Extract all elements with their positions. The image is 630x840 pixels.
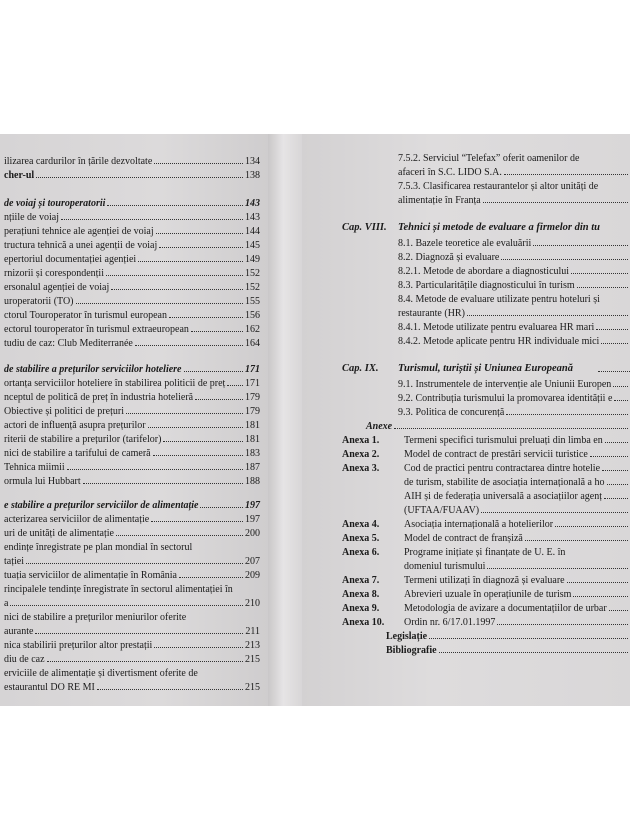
toc-entry-right (398, 379, 630, 391)
dot-leader (200, 507, 243, 508)
dot-leader (577, 287, 628, 288)
toc-entry-right (404, 505, 630, 517)
toc-entry-left (4, 240, 260, 252)
toc-entry-left (4, 626, 260, 638)
toc-page-number: 162 (245, 324, 260, 335)
dot-leader (555, 526, 628, 527)
toc-entry-title: endințe înregistrate pe plan mondial în sectorul (4, 542, 193, 553)
dot-leader (191, 331, 243, 332)
dot-leader (47, 661, 243, 662)
dot-leader (614, 400, 628, 401)
annex-title: Abrevieri uzuale în operațiunile de turism (404, 589, 572, 600)
toc-chapter-right (302, 222, 630, 234)
toc-entry-left (4, 378, 260, 390)
annex-title: Metodologia de avizare a documentațiilor de urbar (404, 603, 607, 614)
dot-leader (596, 329, 628, 330)
dot-leader (106, 275, 243, 276)
toc-entry-title: 8.2.1. Metode de abordare a diagnosticului (398, 266, 570, 277)
toc-entry-title: Obiective și politici de prețuri (4, 406, 124, 417)
toc-annex-entry (302, 463, 630, 475)
toc-entry-title: nica stabilirii prețurilor altor prestații (4, 640, 153, 651)
dot-leader (598, 371, 630, 372)
toc-page-number: 211 (245, 626, 260, 637)
dot-leader (533, 245, 628, 246)
toc-entry-title: aurante (4, 626, 34, 637)
toc-entry-title: erviciile de alimentație și divertisment oferite de (4, 668, 198, 679)
annex-title: Model de contract de franșiză (404, 533, 523, 544)
dot-leader (179, 577, 243, 578)
toc-entry-right (404, 561, 630, 573)
toc-entry-title: 8.4. Metode de evaluare utilizate pentru hoteluri și (398, 294, 600, 305)
toc-entry-left (4, 434, 260, 446)
toc-annex-entry (302, 449, 630, 461)
toc-entry-title: de voiaj și touroperatorii (4, 198, 106, 209)
toc-page-number: 210 (245, 598, 260, 609)
dot-leader (525, 540, 628, 541)
toc-entry-title: tudiu de caz: Club Mediterranée (4, 338, 133, 349)
toc-page-number: 152 (245, 268, 260, 279)
toc-entry-title: acterizarea serviciilor de alimentație (4, 514, 150, 525)
chapter-label: Cap. VIII. (342, 222, 387, 233)
toc-entry-right (398, 252, 630, 264)
toc-entry-left (4, 296, 260, 308)
toc-page-number: 207 (245, 556, 260, 567)
dot-leader (76, 303, 243, 304)
annex-label: Anexa 4. (342, 519, 380, 530)
dot-leader (10, 605, 243, 606)
toc-entry-right (398, 393, 630, 405)
toc-entry-left (4, 570, 260, 582)
dot-leader (116, 535, 243, 536)
toc-entry-title: 9.1. Instrumentele de intervenție ale Uniunii Europen (398, 379, 612, 390)
toc-entry-left (4, 448, 260, 460)
toc-entry-title: afaceri în S.C. LIDO S.A. (398, 167, 502, 178)
dot-leader (573, 596, 628, 597)
toc-chapter-left (4, 198, 260, 210)
toc-page-number: 215 (245, 682, 260, 693)
toc-entry-right (366, 421, 630, 433)
dot-leader (504, 174, 628, 175)
toc-annex-entry (302, 435, 630, 447)
toc-entry-right (398, 238, 630, 250)
annex-label: Anexa 8. (342, 589, 380, 600)
toc-entry-title: tației (4, 556, 24, 567)
toc-entry-title: epertoriul documentației agenției (4, 254, 137, 265)
toc-entry-right (398, 308, 630, 320)
toc-entry-right (404, 477, 630, 489)
toc-annex-entry (302, 603, 630, 615)
toc-entry-left (4, 226, 260, 238)
toc-entry-title: 8.4.2. Metode aplicate pentru HR individuale mici (398, 336, 600, 347)
dot-leader (429, 638, 628, 639)
dot-leader (501, 259, 628, 260)
annex-title: Programe inițiate și finanțate de U. E. în (404, 547, 566, 558)
annex-title: Model de contract de prestări servicii turistice (404, 449, 588, 460)
annex-title: Asociația internațională a hotelierilor (404, 519, 554, 530)
toc-entry-title: uri de unități de alimentație (4, 528, 114, 539)
dot-leader (227, 385, 243, 386)
toc-entry-left (4, 212, 260, 224)
toc-entry-right (398, 266, 630, 278)
toc-page-number: 138 (245, 170, 260, 181)
dot-leader (467, 315, 628, 316)
toc-page-number: 213 (245, 640, 260, 651)
toc-entry-left (4, 556, 260, 568)
toc-entry-left (4, 640, 260, 652)
dot-leader (163, 441, 243, 442)
toc-entry-left (4, 612, 260, 624)
toc-page-number: 143 (245, 198, 260, 209)
dot-leader (602, 470, 628, 471)
toc-entry-title: tuația serviciilor de alimentație în România (4, 570, 177, 581)
toc-page-number: 215 (245, 654, 260, 665)
toc-page-number: 152 (245, 282, 260, 293)
annex-label: Anexa 5. (342, 533, 380, 544)
dot-leader (487, 568, 628, 569)
toc-entry-title: 7.5.2. Serviciul “Telefax” oferit oamenilor de (398, 153, 580, 164)
toc-entry-left (4, 406, 260, 418)
dot-leader (394, 428, 628, 429)
toc-entry-title: Bibliografie (386, 645, 437, 656)
toc-entry-title: Anexe (366, 421, 393, 432)
toc-entry-title: actori de influență asupra prețurilor (4, 420, 146, 431)
annex-label: Anexa 2. (342, 449, 380, 460)
toc-entry-left (4, 282, 260, 294)
dot-leader (156, 233, 243, 234)
toc-entry-title: tructura tehnică a unei agenții de voiaj (4, 240, 158, 251)
toc-entry-title: Legislație (386, 631, 428, 642)
annex-label: Anexa 9. (342, 603, 380, 614)
toc-entry-title: e stabilire a prețurilor serviciilor de alimentație (4, 500, 199, 511)
dot-leader (135, 345, 243, 346)
toc-entry-left (4, 668, 260, 680)
toc-entry-title: de turism, stabilite de asociația internațională a ho (404, 477, 605, 488)
toc-entry-title: (UFTAA/FUAAV) (404, 505, 480, 516)
toc-entry-title: 8.4.1. Metode utilizate pentru evaluarea HR mari (398, 322, 595, 333)
toc-entry-title: 9.2. Contribuția turismului la promovarea identității e (398, 393, 613, 404)
toc-entry-title: perațiuni tehnice ale agenției de voiaj (4, 226, 154, 237)
toc-entry-right (398, 167, 630, 179)
toc-entry-title: nceptul de politică de preț în industria hotelieră (4, 392, 194, 403)
dot-leader (506, 414, 628, 415)
toc-entry-title: restaurante (HR) (398, 308, 465, 319)
toc-page-number: 197 (245, 500, 260, 511)
toc-page-number: 187 (245, 462, 260, 473)
book-gutter (268, 134, 302, 706)
toc-entry-title: ormula lui Hubbart (4, 476, 81, 487)
dot-leader (159, 247, 243, 248)
toc-chapter-right (302, 363, 630, 375)
toc-chapter-left (4, 364, 260, 376)
toc-entry-left (4, 476, 260, 488)
toc-entry-right (398, 195, 630, 207)
toc-entry-title: Tehnica miimii (4, 462, 65, 473)
dot-leader (67, 469, 243, 470)
toc-entry-title: a (4, 598, 9, 609)
toc-entry-title: 8.1. Bazele teoretice ale evaluării (398, 238, 532, 249)
toc-entry-right (398, 181, 630, 193)
toc-entry-title: de stabilire a prețurilor serviciilor hoteliere (4, 364, 182, 375)
toc-page-number: 197 (245, 514, 260, 525)
toc-entry-title: ilizarea cardurilor în țările dezvoltate (4, 156, 153, 167)
dot-leader (126, 413, 243, 414)
toc-entry-title: uroperatorii (TO) (4, 296, 74, 307)
toc-entry-title: 8.3. Particularitățile diagnosticului în turism (398, 280, 575, 291)
toc-page-number: 155 (245, 296, 260, 307)
annex-label: Anexa 1. (342, 435, 380, 446)
dot-leader (590, 456, 628, 457)
toc-annex-entry (302, 533, 630, 545)
dot-leader (107, 205, 243, 206)
toc-entry-right (386, 631, 630, 643)
toc-entry-left (4, 682, 260, 694)
toc-entry-title: rnizorii și corespondenții (4, 268, 104, 279)
toc-entry-right (398, 322, 630, 334)
dot-leader (111, 289, 243, 290)
annex-title: Termeni specifici turismului preluați din limba en (404, 435, 603, 446)
toc-entry-left (4, 268, 260, 280)
toc-entry-left (4, 514, 260, 526)
toc-entry-right (404, 491, 630, 503)
dot-leader (601, 343, 628, 344)
toc-entry-title: ctorul Touroperator în turismul european (4, 310, 167, 321)
dot-leader (138, 261, 243, 262)
dot-leader (153, 455, 243, 456)
toc-entry-left (4, 462, 260, 474)
toc-entry-title: 8.2. Diagnoză și evaluare (398, 252, 500, 263)
chapter-title: Turismul, turiștii și Uniunea Europeană (398, 363, 573, 374)
dot-leader (439, 652, 628, 653)
toc-entry-left (4, 528, 260, 540)
right-page (302, 134, 630, 706)
toc-entry-title: AIH și de federația universală a asociațiilor agenț (404, 491, 602, 502)
toc-annex-entry (302, 519, 630, 531)
dot-leader (61, 219, 243, 220)
toc-entry-left (4, 584, 260, 596)
toc-page-number: 149 (245, 254, 260, 265)
toc-entry-title: riterii de stabilire a prețurilor (tarifelor) (4, 434, 162, 445)
annex-label: Anexa 7. (342, 575, 380, 586)
toc-entry-left (4, 156, 260, 168)
toc-entry-title: nici de stabilire a prețurilor meniurilor oferite (4, 612, 187, 623)
toc-page-number: 179 (245, 406, 260, 417)
dot-leader (169, 317, 243, 318)
annex-title: Ordin nr. 6/17.01.1997 (404, 617, 496, 628)
toc-page-number: 209 (245, 570, 260, 581)
toc-entry-title: 9.3. Politica de concurență (398, 407, 505, 418)
toc-entry-left (4, 420, 260, 432)
toc-entry-title: ersonalul agenției de voiaj (4, 282, 110, 293)
toc-entry-left (4, 654, 260, 666)
toc-entry-title: diu de caz (4, 654, 45, 665)
annex-title: Termeni utilizați în diagnoză și evaluare (404, 575, 565, 586)
toc-annex-entry (302, 547, 630, 559)
toc-entry-right (398, 407, 630, 419)
toc-entry-left (4, 542, 260, 554)
toc-entry-right (398, 294, 630, 306)
dot-leader (154, 163, 243, 164)
toc-page-number: 134 (245, 156, 260, 167)
dot-leader (195, 399, 243, 400)
toc-annex-entry (302, 617, 630, 629)
annex-title: Cod de practici pentru contractarea dintre hotelie (404, 463, 601, 474)
dot-leader (607, 484, 629, 485)
toc-entry-left (4, 324, 260, 336)
annex-label: Anexa 6. (342, 547, 380, 558)
toc-page-number: 145 (245, 240, 260, 251)
toc-entry-title: ectorul touroperator în turismul extraeuropean (4, 324, 189, 335)
toc-page-number: 144 (245, 226, 260, 237)
toc-page-number: 183 (245, 448, 260, 459)
toc-page-number: 179 (245, 392, 260, 403)
dot-leader (571, 273, 628, 274)
dot-leader (184, 371, 244, 372)
toc-entry-left (4, 310, 260, 322)
toc-page-number: 143 (245, 212, 260, 223)
toc-entry-right (398, 280, 630, 292)
dot-leader (481, 512, 628, 513)
dot-leader (154, 647, 243, 648)
dot-leader (613, 386, 628, 387)
dot-leader (604, 498, 628, 499)
toc-entry-title: estaurantul DO RE MI (4, 682, 95, 693)
left-page (0, 134, 268, 706)
toc-entry-right (398, 153, 630, 165)
toc-entry-title: cher-ul (4, 170, 35, 181)
toc-entry-title: rincipalele tendințe înregistrate în sectorul alimentației în (4, 584, 233, 595)
toc-entry-title: ortanța serviciilor hoteliere în stabilirea politicii de preț (4, 378, 226, 389)
toc-entry-title: domeniul turismului (404, 561, 486, 572)
toc-annex-entry (302, 589, 630, 601)
toc-page-number: 188 (245, 476, 260, 487)
toc-page-number: 171 (245, 378, 260, 389)
toc-entry-left (4, 170, 260, 182)
dot-leader (605, 442, 628, 443)
toc-page-number: 181 (245, 434, 260, 445)
toc-chapter-left (4, 500, 260, 512)
toc-entry-right (398, 336, 630, 348)
toc-entry-title: 7.5.3. Clasificarea restaurantelor și altor unități de (398, 181, 599, 192)
dot-leader (497, 624, 628, 625)
dot-leader (483, 202, 628, 203)
dot-leader (567, 582, 628, 583)
dot-leader (36, 177, 243, 178)
dot-leader (83, 483, 243, 484)
dot-leader (35, 633, 243, 634)
toc-entry-right (386, 645, 630, 657)
toc-annex-entry (302, 575, 630, 587)
toc-page-number: 200 (245, 528, 260, 539)
dot-leader (609, 610, 628, 611)
toc-page-number: 164 (245, 338, 260, 349)
toc-entry-title: alimentație în Franța (398, 195, 481, 206)
toc-entry-title: nici de stabilire a tarifului de cameră (4, 448, 151, 459)
chapter-title: Tehnici și metode de evaluare a firmelor din tu (398, 222, 601, 233)
toc-page-number: 156 (245, 310, 260, 321)
toc-entry-left (4, 598, 260, 610)
dot-leader (148, 427, 243, 428)
dot-leader (97, 689, 243, 690)
annex-label: Anexa 10. (342, 617, 385, 628)
annex-label: Anexa 3. (342, 463, 380, 474)
dot-leader (151, 521, 243, 522)
toc-entry-left (4, 254, 260, 266)
toc-page-number: 171 (245, 364, 260, 375)
toc-entry-title: nțiile de voiaj (4, 212, 59, 223)
toc-entry-left (4, 338, 260, 350)
chapter-label: Cap. IX. (342, 363, 379, 374)
toc-page-number: 181 (245, 420, 260, 431)
dot-leader (26, 563, 243, 564)
toc-entry-left (4, 392, 260, 404)
